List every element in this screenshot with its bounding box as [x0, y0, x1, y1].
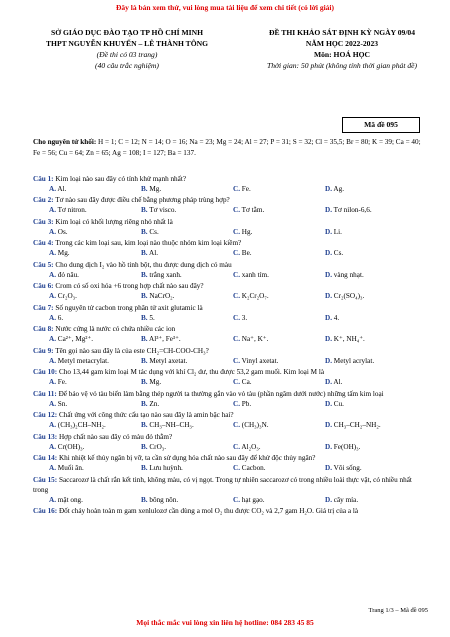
option-text: Al.	[149, 249, 158, 257]
question-text: Khi nhiệt kế thủy ngân bị vỡ, ta cần sử dụng hóa chất nào sau đây để khử độc thủy ngân?	[57, 454, 316, 462]
option-text: CrO₃.	[149, 442, 167, 451]
option-text: CH₃–NH–CH₃.	[149, 421, 194, 429]
answer-option[interactable]	[309, 377, 401, 387]
answer-options	[33, 227, 428, 237]
option-text: Cu.	[333, 399, 344, 408]
question-text: Tên gọi nào sau đây là của este CH₂=CH-COO-CH₃?	[53, 346, 209, 355]
option-text: Tơ visco.	[149, 206, 177, 214]
option-text: đỏ nâu.	[57, 270, 79, 279]
option-letter: B.	[141, 495, 148, 504]
option-text: vàng nhạt.	[333, 270, 364, 279]
option-text: Fe.	[57, 378, 67, 386]
option-letter: D.	[325, 292, 332, 300]
option-letter: A.	[49, 495, 56, 504]
question-stem	[33, 389, 428, 399]
question-number: Câu 7:	[33, 303, 54, 312]
answer-option[interactable]	[217, 399, 309, 409]
question-item	[33, 346, 428, 366]
question-item	[33, 217, 428, 237]
option-text: Mg.	[149, 378, 162, 386]
question-text: Kim loại có khối lượng riêng nhỏ nhất là	[53, 217, 173, 226]
option-text: Sn.	[57, 399, 68, 408]
question-stem	[33, 506, 428, 516]
question-count-note: (40 câu trắc nghiệm)	[95, 61, 159, 70]
question-stem	[33, 303, 428, 313]
option-letter: A.	[49, 399, 56, 408]
answer-option[interactable]	[309, 184, 401, 194]
option-text: Cr₂(SO₄)₃.	[333, 292, 365, 300]
question-item	[33, 260, 428, 280]
answer-option[interactable]	[217, 442, 309, 452]
option-letter: D.	[325, 313, 332, 322]
answer-options	[33, 463, 428, 473]
answer-option[interactable]	[33, 399, 125, 409]
answer-options	[33, 184, 428, 194]
answer-option[interactable]	[33, 463, 125, 473]
question-number: Câu 3:	[33, 217, 54, 226]
hotline-banner: Mọi thắc mắc vui lòng xin liên hệ hotline: 084 283 45 85	[136, 618, 314, 627]
option-letter: C.	[233, 206, 240, 214]
answer-option[interactable]	[217, 463, 309, 473]
answer-option[interactable]	[33, 313, 125, 323]
answer-options	[33, 313, 428, 323]
question-number: Câu 4:	[33, 239, 54, 247]
option-letter: A.	[49, 378, 56, 386]
option-text: 3.	[241, 313, 248, 322]
question-stem	[33, 475, 428, 495]
option-text: 4.	[333, 313, 340, 322]
option-text: Metyl acrylat.	[333, 356, 375, 365]
answer-option[interactable]	[217, 248, 309, 258]
option-letter: A.	[49, 292, 56, 300]
atomic-masses	[33, 137, 428, 158]
answer-option[interactable]	[33, 205, 125, 215]
answer-option[interactable]	[217, 205, 309, 215]
answer-option[interactable]	[33, 356, 125, 366]
answer-option[interactable]	[309, 420, 401, 430]
option-letter: C.	[233, 335, 240, 343]
option-text: Tơ nitron.	[57, 206, 87, 214]
answer-option[interactable]	[125, 270, 217, 280]
option-letter: C.	[233, 378, 240, 386]
option-text: Zn.	[149, 399, 160, 408]
option-text: NaCrO₂.	[149, 292, 175, 300]
option-text: Al₂O₃.	[241, 442, 261, 451]
option-letter: C.	[233, 421, 240, 429]
question-number: Câu 14:	[33, 454, 58, 462]
option-letter: A.	[49, 206, 56, 214]
answer-option[interactable]	[125, 442, 217, 452]
answer-option[interactable]	[33, 442, 125, 452]
question-text: Hợp chất nào sau đây có màu đỏ thẫm?	[57, 432, 173, 441]
question-stem	[33, 217, 428, 227]
option-letter: B.	[141, 464, 148, 472]
question-number: Câu 12:	[33, 411, 58, 419]
option-text: Cr₂O₃.	[57, 292, 77, 300]
question-number: Câu 10:	[33, 368, 58, 376]
option-text: K⁺, NH₄⁺.	[333, 335, 365, 343]
answer-option[interactable]	[125, 399, 217, 409]
option-text: 6.	[57, 313, 64, 322]
option-text: (CH₃)₃N.	[241, 421, 269, 429]
option-text: Al³⁺, Fe³⁺.	[149, 335, 181, 343]
answer-options	[33, 442, 428, 452]
answer-option[interactable]	[33, 248, 125, 258]
question-text: Cho dung dịch I₂ vào hồ tinh bột, thu được dung dịch có màu	[53, 260, 232, 269]
school-year: NĂM HỌC 2022-2023	[305, 39, 379, 48]
question-item	[33, 324, 428, 344]
option-letter: D.	[325, 335, 332, 343]
option-letter: C.	[233, 464, 240, 472]
option-text: Fe.	[241, 184, 251, 193]
atomic-masses-text: H = 1; C = 12; N = 14; O = 16; Na = 23; Mg = 24; Al = 27; P = 31; S = 32; Cl = 35,5; Br = 80; K = 39; Ca = 40; Fe = 56; Cu = 64; Zn = 65; Ag = 108; I = 127; Ba = 137.	[33, 138, 421, 157]
answer-option[interactable]	[309, 313, 401, 323]
option-letter: D.	[325, 421, 332, 429]
option-letter: B.	[141, 313, 148, 322]
option-text: Hg.	[241, 227, 253, 236]
question-item	[33, 389, 428, 409]
option-letter: A.	[49, 442, 56, 451]
option-letter: B.	[141, 335, 148, 343]
answer-option[interactable]	[217, 356, 309, 366]
option-text: K₂Cr₂O₇.	[241, 292, 269, 300]
answer-option[interactable]	[33, 495, 125, 505]
question-text: Cho 13,44 gam kim loại M tác dụng với khí Cl₂ dư, thu được 53,2 gam muối. Kim loại M là	[57, 368, 325, 376]
answer-option[interactable]	[309, 495, 401, 505]
option-letter: D.	[325, 378, 332, 386]
option-letter: A.	[49, 184, 56, 193]
option-letter: C.	[233, 356, 240, 365]
option-letter: A.	[49, 464, 56, 472]
question-stem	[33, 260, 428, 270]
question-text: Crom có số oxi hóa +6 trong hợp chất nào sau đây?	[53, 282, 204, 290]
question-text: Saccarozơ là chất rắn kết tinh, không màu, có vị ngọt. Trong tự nhiên saccarozơ có trong nhiều loài thực vật, có nhiều nhất trong	[33, 475, 412, 494]
answer-option[interactable]	[33, 334, 125, 344]
question-text: Trong các kim loại sau, kim loại nào thuộc nhóm kim loại kiềm?	[53, 239, 242, 247]
answer-option[interactable]	[125, 184, 217, 194]
question-stem	[33, 174, 428, 184]
option-letter: C.	[233, 399, 240, 408]
answer-option[interactable]	[309, 205, 401, 215]
answer-option[interactable]	[217, 495, 309, 505]
header-right	[242, 27, 442, 71]
answer-option[interactable]	[33, 227, 125, 237]
option-text: Cs.	[149, 227, 159, 236]
option-text: Cs.	[333, 249, 344, 257]
option-letter: D.	[325, 442, 332, 451]
option-text: Cacbon.	[241, 464, 266, 472]
option-letter: B.	[141, 227, 148, 236]
question-number: Câu 16:	[33, 507, 58, 515]
question-item	[33, 410, 428, 430]
answer-option[interactable]	[217, 291, 309, 301]
question-number: Câu 13:	[33, 432, 58, 441]
answer-option[interactable]	[217, 334, 309, 344]
answer-option[interactable]	[217, 184, 309, 194]
option-letter: A.	[49, 335, 56, 343]
option-letter: B.	[141, 270, 148, 279]
question-stem	[33, 324, 428, 334]
option-text: Ca.	[241, 378, 252, 386]
answer-option[interactable]	[309, 227, 401, 237]
question-list	[33, 172, 428, 516]
question-text: Đốt cháy hoàn toàn m gam xenlulozơ cần dùng a mol O₂ thu được CO₂ và 2,7 gam H₂O. Giá trị của a là	[57, 507, 359, 515]
answer-option[interactable]	[309, 463, 401, 473]
option-text: Be.	[241, 249, 252, 257]
answer-option[interactable]	[217, 377, 309, 387]
answer-option[interactable]	[125, 313, 217, 323]
option-text: Ag.	[333, 184, 344, 193]
answer-option[interactable]	[33, 184, 125, 194]
option-letter: D.	[325, 206, 332, 214]
answer-option[interactable]	[217, 270, 309, 280]
question-item	[33, 174, 428, 194]
option-letter: C.	[233, 270, 240, 279]
question-number: Câu 11:	[33, 389, 57, 398]
option-letter: B.	[141, 206, 148, 214]
question-number: Câu 9:	[33, 346, 54, 355]
option-text: Ca²⁺, Mg²⁺.	[57, 335, 94, 343]
time-limit: Thời gian: 50 phút (không tính thời gian phát đề)	[266, 61, 418, 70]
question-number: Câu 15:	[33, 475, 58, 484]
page-footer: Trang 1/3 – Mã đề 095	[368, 607, 428, 614]
question-stem	[33, 346, 428, 356]
question-text: Tơ nào sau đây được điều chế bằng phương pháp trùng hợp?	[53, 196, 230, 204]
exam-title: ĐỀ THI KHẢO SÁT ĐỊNH KỲ NGÀY 09/04	[268, 28, 416, 37]
question-number: Câu 8:	[33, 325, 54, 333]
option-letter: D.	[325, 249, 332, 257]
question-stem	[33, 281, 428, 291]
question-item	[33, 453, 428, 473]
option-letter: D.	[325, 184, 332, 193]
answer-option[interactable]	[125, 463, 217, 473]
question-number: Câu 1:	[33, 174, 54, 183]
answer-options	[33, 291, 428, 301]
option-letter: D.	[325, 495, 332, 504]
option-text: 5.	[149, 313, 155, 322]
option-letter: B.	[141, 421, 148, 429]
option-text: Li.	[333, 227, 342, 236]
option-text: Al.	[333, 378, 343, 386]
answer-option[interactable]	[125, 291, 217, 301]
question-stem	[33, 453, 428, 463]
exam-code-box: Mã đề 095	[342, 117, 420, 133]
answer-option[interactable]	[125, 205, 217, 215]
question-item	[33, 432, 428, 452]
option-letter: C.	[233, 495, 240, 504]
answer-option[interactable]	[125, 248, 217, 258]
question-item	[33, 367, 428, 387]
question-text: Số nguyên tử cacbon trong phân tử axit glutamic là	[53, 303, 203, 312]
question-item	[33, 238, 428, 258]
question-item	[33, 281, 428, 301]
header-left	[22, 27, 232, 71]
question-text: Để bảo vệ vỏ tàu biển làm bằng thép người ta thường gắn vào vỏ tàu (phần ngâm dưới nước) những tấm kim loại	[56, 389, 384, 398]
question-text: Chất ứng với công thức cấu tạo nào sau đây là amin bậc hai?	[57, 411, 234, 419]
option-letter: B.	[141, 292, 148, 300]
question-item	[33, 475, 428, 505]
option-text: Al.	[57, 184, 67, 193]
option-text: Mg.	[149, 184, 162, 193]
option-text: (CH₃)₂CH–NH₂.	[57, 421, 106, 429]
answer-options	[33, 248, 428, 258]
option-letter: A.	[49, 249, 56, 257]
answer-option[interactable]	[33, 420, 125, 430]
option-letter: A.	[49, 270, 56, 279]
option-letter: B.	[141, 378, 148, 386]
answer-options	[33, 377, 428, 387]
answer-option[interactable]	[309, 399, 401, 409]
option-text: Tơ nilon-6,6.	[333, 206, 372, 214]
option-letter: C.	[233, 249, 240, 257]
option-text: Tơ tằm.	[241, 206, 265, 214]
answer-option[interactable]	[125, 356, 217, 366]
question-number: Câu 2:	[33, 196, 54, 204]
option-letter: B.	[141, 442, 148, 451]
preview-banner: Đây là bản xem thử, vui lòng mua tài liệu để xem chi tiết (có lời giải)	[115, 3, 335, 12]
atomic-masses-label: Cho nguyên tử khối:	[33, 138, 97, 146]
option-letter: B.	[141, 184, 148, 193]
answer-option[interactable]	[309, 334, 401, 344]
question-stem	[33, 410, 428, 420]
option-text: mật ong.	[57, 495, 83, 504]
option-letter: D.	[325, 356, 332, 365]
department-name: SỞ GIÁO DỤC ĐÀO TẠO TP HỒ CHÍ MINH	[50, 28, 204, 37]
answer-option[interactable]	[125, 495, 217, 505]
answer-option[interactable]	[217, 227, 309, 237]
answer-option[interactable]	[309, 291, 401, 301]
option-text: Cr(OH)₃.	[57, 442, 85, 451]
answer-options	[33, 399, 428, 409]
question-stem	[33, 238, 428, 248]
option-text: Lưu huỳnh.	[149, 464, 183, 472]
option-text: CH₃–CH₂–NH₂.	[333, 421, 381, 429]
option-letter: C.	[233, 292, 240, 300]
option-text: trắng xanh.	[149, 270, 182, 279]
option-letter: D.	[325, 270, 332, 279]
question-number: Câu 6:	[33, 282, 54, 290]
answer-option[interactable]	[217, 313, 309, 323]
answer-option[interactable]	[309, 442, 401, 452]
question-item	[33, 195, 428, 215]
question-stem	[33, 432, 428, 442]
option-letter: B.	[141, 399, 148, 408]
option-letter: D.	[325, 399, 332, 408]
option-text: cây mía.	[333, 495, 359, 504]
option-letter: A.	[49, 356, 56, 365]
answer-option[interactable]	[217, 420, 309, 430]
option-letter: C.	[233, 442, 240, 451]
answer-option[interactable]	[309, 248, 401, 258]
question-stem	[33, 367, 428, 377]
option-letter: C.	[233, 313, 240, 322]
question-text: Kim loại nào sau đây có tính khử mạnh nhất?	[53, 174, 187, 183]
question-item	[33, 506, 428, 516]
answer-option[interactable]	[33, 270, 125, 280]
option-text: Na⁺, K⁺.	[241, 335, 269, 343]
answer-options	[33, 356, 428, 366]
option-text: Metyl axetat.	[149, 356, 188, 365]
option-letter: A.	[49, 421, 56, 429]
option-text: hạt gạo.	[241, 495, 265, 504]
answer-options	[33, 270, 428, 280]
school-name: THPT NGUYỄN KHUYẾN – LÊ THÀNH TÔNG	[45, 39, 209, 48]
question-number: Câu 5:	[33, 260, 54, 269]
answer-option[interactable]	[309, 270, 401, 280]
answer-option[interactable]	[125, 227, 217, 237]
option-text: Pb.	[241, 399, 252, 408]
option-letter: A.	[49, 227, 56, 236]
option-letter: B.	[141, 356, 148, 365]
answer-options	[33, 334, 428, 344]
option-letter: C.	[233, 184, 240, 193]
option-text: Vôi sống.	[333, 464, 362, 472]
option-text: Fe(OH)₃.	[333, 442, 361, 451]
answer-options	[33, 495, 428, 505]
option-text: xanh tím.	[241, 270, 269, 279]
option-text: Mg.	[57, 249, 70, 257]
option-text: bông nõn.	[149, 495, 179, 504]
subject: Môn: HOÁ HỌC	[313, 50, 371, 59]
question-item	[33, 303, 428, 323]
page-count-note: (Đề thi có 03 trang)	[96, 50, 158, 59]
answer-options	[33, 420, 428, 430]
option-letter: C.	[233, 227, 240, 236]
question-stem	[33, 195, 428, 205]
answer-option[interactable]	[125, 377, 217, 387]
answer-option[interactable]	[309, 356, 401, 366]
option-letter: B.	[141, 249, 148, 257]
option-text: Muối ăn.	[57, 464, 84, 472]
option-letter: A.	[49, 313, 56, 322]
answer-option[interactable]	[33, 291, 125, 301]
answer-option[interactable]	[125, 420, 217, 430]
option-text: Os.	[57, 227, 68, 236]
option-letter: D.	[325, 227, 332, 236]
option-text: Metyl metacrylat.	[57, 356, 109, 365]
answer-option[interactable]	[125, 334, 217, 344]
option-text: Vinyl axetat.	[241, 356, 279, 365]
answer-options	[33, 205, 428, 215]
question-text: Nước cứng là nước có chứa nhiều các ion	[53, 325, 176, 333]
answer-option[interactable]	[33, 377, 125, 387]
option-letter: D.	[325, 464, 332, 472]
